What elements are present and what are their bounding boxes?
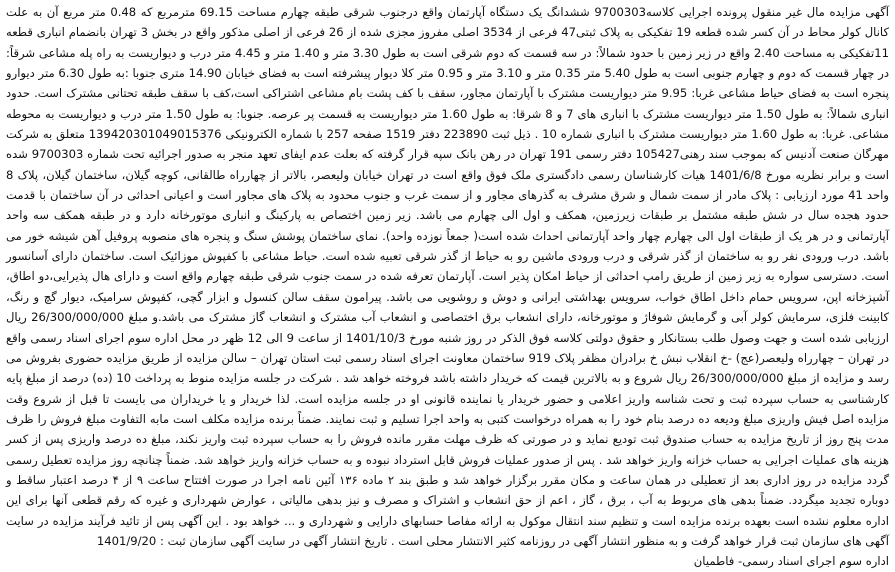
notice-signature: اداره سوم اجرای اسناد رسمی- فاطمیان [693,554,889,569]
notice-body-text: آگهی مزایده مال غیر منقول پرونده اجرایی کلاسه9700303 ششدانگ یک دستگاه آپارتمان واقع درجنوب شرقی طبقه چهارم مساحت 69.15 مترمربع که 0.48 متر مربع آن به علت کانال کولر محاط در آن کسر شده قطعه 19 تفکیکی به پلاک ثبتی47 فرعی از 3534 اصلی مفروز مجزی شده از 26 فرعی از اصلی مذکور واقع در بخش 3 تهران بانضمام انباری قطعه 11تفکیکی به مساحت 2.40 واقع در زیر زمین با حدود شمالاً: در سه قسمت که دوم شرقی است به طول 3.30 متر و 1.40 متر و 4.45 متر درب و دیواریست به راه پله مشاعی شرقاً: در چهار قسمت که دوم و چهارم جنوبی است به طول 5.40 متر 0.35 متر و 3.10 متر و 0.95 متر کلا دیوار پیشرفته است به فضای خیابان 14.90 متری جنوبا :به طول 6.30 متر دیوارو پنجره است به فضای حیاط مشاعی غربا: 9.95 متر دیواریست مشترک با آپارتمان مجاور، سقف با کف پشت بام مشاعی اشتراکی است،کف با سقف طبقه تحتانی مشترک است. حدود انباری شمالاً: به طول 1.50 متر دیواریست مشترک با انباری های 7 و 8 شرقا: به طول 1.60 متر دیواریست به قسمت پر عرصه. جنوبا: به طول 1.50 متر درب و دیواریست به محوطه مشاعی. غربا: به طول 1.60 متر دیواریست مشترک با انباری شماره 10 . ذیل ثبت 223890 دفتر 1519 صفحه 257 با شماره الکترونیکی 139420301049015376 متعلق به شرکت مهرگان صنعت آدنیس که بموجب سند رهنی105427 دفتر رسمی 191 تهران در رهن بانک سپه قرار گرفته که بعلت عدم ایفای تعهد منجر به صدور اجرائیه تحت شماره 9700303 شده است و برابر نظریه مورخ 1401/6/8 هیات کارشناسان رسمی دادگستری ملک فوق واقع است در تهران خیابان ولیعصر، بالاتر از چهارراه طالقانی، کوچه گیلان، ساختمان گیلان، پلاک 8 واحد 41 مورد ارزیابی : پلاک مادر از سمت شمال و شرق مشرف به گذرهای مجاور و از سمت غرب و جنوب محدود به پلاک های مجاور است و اعیانی احداثی در آن ساختمان با قدمت حدود هجده سال در شش طبقه مشتمل بر طبقات زیرزمین، همکف و اول الی چهارم می باشد. زیر زمین اختصاص به پارکینگ و انباری موتورخانه دارد و در طبقه همکف سه واحد آپارتمانی و در هر یک از طبقات اول الی چهارم چهار واحد آپارتمانی احداث شده است( جمعاً نوزده واحد). نمای ساختمان پوشش سنگ و پنجره های منصوبه پروفیل آهن شیشه خور می باشد. درب ورودی نفر رو به ساختمان از گذر شرقی و درب ورودی ماشین رو به حیاط از گذر شرقی تعبیه شده است. حیاط مشاعی با کفپوش موزائیک است. ساختمان دارای آسانسور است. دسترسی سواره به زیر زمین از طریق رامپ احداثی از حیاط امکان پذیر است. آپارتمان تعرفه شده در سمت جنوب شرقی طبقه چهارم واقع است و دارای هال پذیرایی،دو اطاق، آشپزخانه اپن، سرویس حمام داخل اطاق خواب، سرویس بهداشتی ایرانی و دوش و روشویی می باشد. پیرامون سقف سالن کنسول و ابزار گچی، کفپوش سرامیک، دیوار گچ و رنگ، کابینت فلزی، سرمایش کولر آبی و گرمایش شوفاژ و موتورخانه، دارای انشعاب برق اختصاصی و انشعاب آب مشترک و انشعاب گاز مشترک می باشد.و مبلغ 26/300/000/000 ریال ارزیابی شده است و جهت وصول طلب بستانکار و حقوق دولتی کلاسه فوق الذکر در روز شنبه مورخ 1401/10/3 از ساعت 9 الی 12 ظهر در محل اداره سوم اجرای اسناد رسمی واقع در تهران – چهارراه ولیعصر(عج) -خ انقلاب نبش خ برادران مظفر پلاک 919 ساختمان معاونت اجرای اسناد رسمی ثبت استان تهران – سالن مزایده از طریق مزایده حضوری بفروش می رسد و مزایده از مبلغ 26/300/000/000 ریال شروع و به بالاترین قیمت که خریدار داشته باشد فروخته خواهد شد . شرکت در جلسه مزایده منوط به پرداخت 10 (ده) درصد از مبلغ پایه کارشناسی به حساب سپرده ثبت و تحت شناسه واریز اعلامی و حضور خریدار یا نماینده قانونی او در جلسه مزایده است. لذا خریدار و یا خریداران می بایست تا قبل از شروع وقت مزایده اصل فیش واریزی مبلغ ودیعه ده درصد بنام خود را به همراه درخواست کتبی به واحد اجرا تسلیم و ثبت نمایند. ضمناً برنده مزایده مکلف است مابه التفاوت مبلغ فروش را ظرف مدت پنج روز از تاریخ مزایده به حساب صندوق ثبت تودیع نماید و در صورتی که ظرف مهلت مقرر مانده فروش را به حساب سپرده ثبت واریز نکند، مبلغ ده درصد واریزی پس از کسر هزینه های عملیات اجرایی به حساب خزانه واریز خواهد شد . پس از صدور عملیات فروش قابل استرداد نبوده و به حساب خزانه واریز خواهد شد. ضمناً چنانچه روز مزایده تعطیل رسمی گردد مزایده در روز اداری بعد از تعطیلی در همان ساعت و مکان مقرر برگزار خواهد شد و طبق بند ۲ ماده ۱۳۶ آئین نامه اجرا در صورت افتتاح ساعت ۹ از ۴ درصد اعتبار ساقط و دوباره تجدید میگردد. ضمناً بدهی های مربوط به آب ، برق ، گاز ، اعم از حق انشعاب و اشتراک و مصرف و نیز بدهی مالیاتی ، عوارض شهرداری و غیره که رقم قطعی آنها برای این اداره معلوم نشده است بعهده برنده مزایده است و تنظیم سند انتقال موکول به ارائه مفاصا حسابهای دارایی و شهرداری و ... خواهد بود . این آگهی پس از تائید فرآیند مزایده در سایت آگهی های سازمان ثبت قرار خواهد گرفت و به منظور انتشار آگهی در روزنامه کثیر الانتشار محلی است . تاریخ انتشار آگهی در سایت آگهی سازمان ثبت : 1401/9/20 [6,5,890,548]
